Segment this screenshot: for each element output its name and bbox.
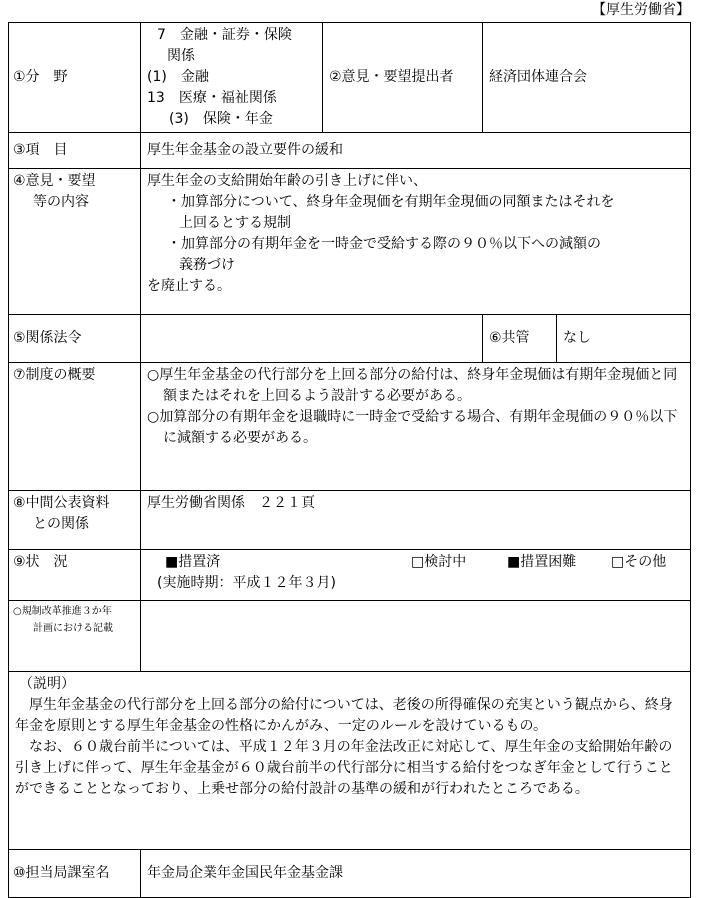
request-bullet-2: ・加算部分の有期年金を一時金で受給する際の９０％以下への減額の [167,236,601,252]
plan-label [9,601,141,672]
overview-value [141,363,691,491]
explanation-heading: （説明） [19,676,75,692]
interim-label-line: ⑧中間公表資料 [13,495,110,511]
request-label-line: 等の内容 [33,194,89,210]
submitter-label: ②意見・要望提出者 [323,23,483,133]
row-section [9,850,691,898]
explanation-paragraph-2: なお、６０歳台前半については、平成１２年３月の年金法改正に対応して、厚生年金の支給開始年齢の引き上げに伴って、厚生年金基金が６０歳台前半の代行部分に相当する給付をつなぎ年金として行うことができることとなっており、上乗せ部分の給付設計の基準の緩和が行われたところである。 [15,739,673,797]
field-line: 13 医療・福祉関係 [147,90,277,106]
overview-label: ⑦制度の概要 [9,363,141,491]
status-value [141,550,691,601]
row-interim [9,491,691,550]
field-line: (1) 金融 [147,69,209,85]
field-line: 関係 [167,48,195,64]
item-value: 厚生年金基金の設立要件の緩和 [141,133,691,169]
request-label-line: ④意見・要望 [13,173,96,189]
status-reviewing: □検討中 [411,554,467,570]
ministry-label: 【厚生労働省】 [592,2,690,18]
row-request [9,169,691,315]
interim-label-line: との関係 [33,516,89,532]
joint-label: ⑥共管 [483,315,557,363]
request-bullet-1-cont: 上回るとする規制 [179,215,291,231]
law-label: ⑤関係法令 [9,315,141,363]
overview-point-1: ○厚生年金基金の代行部分を上回る部分の給付は、終身年金現価は有期年金現価と同額またはそれを上回るよう設計する必要がある。 [147,367,678,404]
status-done: ■措置済 [165,554,221,570]
row-plan [9,601,691,672]
item-label: ③項 目 [9,133,141,169]
regulation-table [8,22,691,898]
field-line: (3) 保険・年金 [169,111,273,127]
row-item [9,133,691,169]
status-other: □その他 [611,554,667,570]
explanation-cell [9,672,691,850]
row-field [9,23,691,133]
joint-value: なし [557,315,691,363]
status-timing: (実施時期：平成１２年３月) [157,575,336,591]
interim-value: 厚生労働省関係 ２２１頁 [141,491,691,550]
status-label: ⑨状 況 [9,550,141,601]
submitter-value: 経済団体連合会 [483,23,691,133]
explanation-paragraph-1: 厚生年金基金の代行部分を上回る部分の給付については、老後の所得確保の充実という観点から、終身年金を原則とする厚生年金基金の性格にかんがみ、一定のルールを設けているもの。 [15,697,673,734]
status-difficult: ■措置困難 [507,554,577,570]
overview-point-2: ○加算部分の有期年金を退職時に一時金で受給する場合、有期年金現価の９０％以下に減額する必要がある。 [147,409,678,446]
plan-label-line: ○規制改革推進３か年 [13,606,112,617]
row-status [9,550,691,601]
field-label: ①分 野 [9,23,141,133]
row-overview [9,363,691,491]
section-label: ⑩担当局課室名 [9,850,141,898]
section-value: 年金局企業年金国民年金基金課 [141,850,691,898]
plan-label-line: 計画における記載 [33,623,113,634]
field-line: 7 金融・証券・保険 [157,27,292,43]
request-bullet-1: ・加算部分について、終身年金現価を有期年金現価の同額またはそれを [167,194,615,210]
field-value [141,23,323,133]
request-intro: 厚生年金の支給開始年齢の引き上げに伴い、 [147,173,427,189]
row-explanation [9,672,691,850]
request-bullet-2-cont: 義務づけ [179,257,235,273]
request-value [141,169,691,315]
interim-label [9,491,141,550]
plan-value [141,601,691,672]
law-value [141,315,483,363]
request-outro: を廃止する。 [147,278,231,294]
row-law [9,315,691,363]
request-label [9,169,141,315]
